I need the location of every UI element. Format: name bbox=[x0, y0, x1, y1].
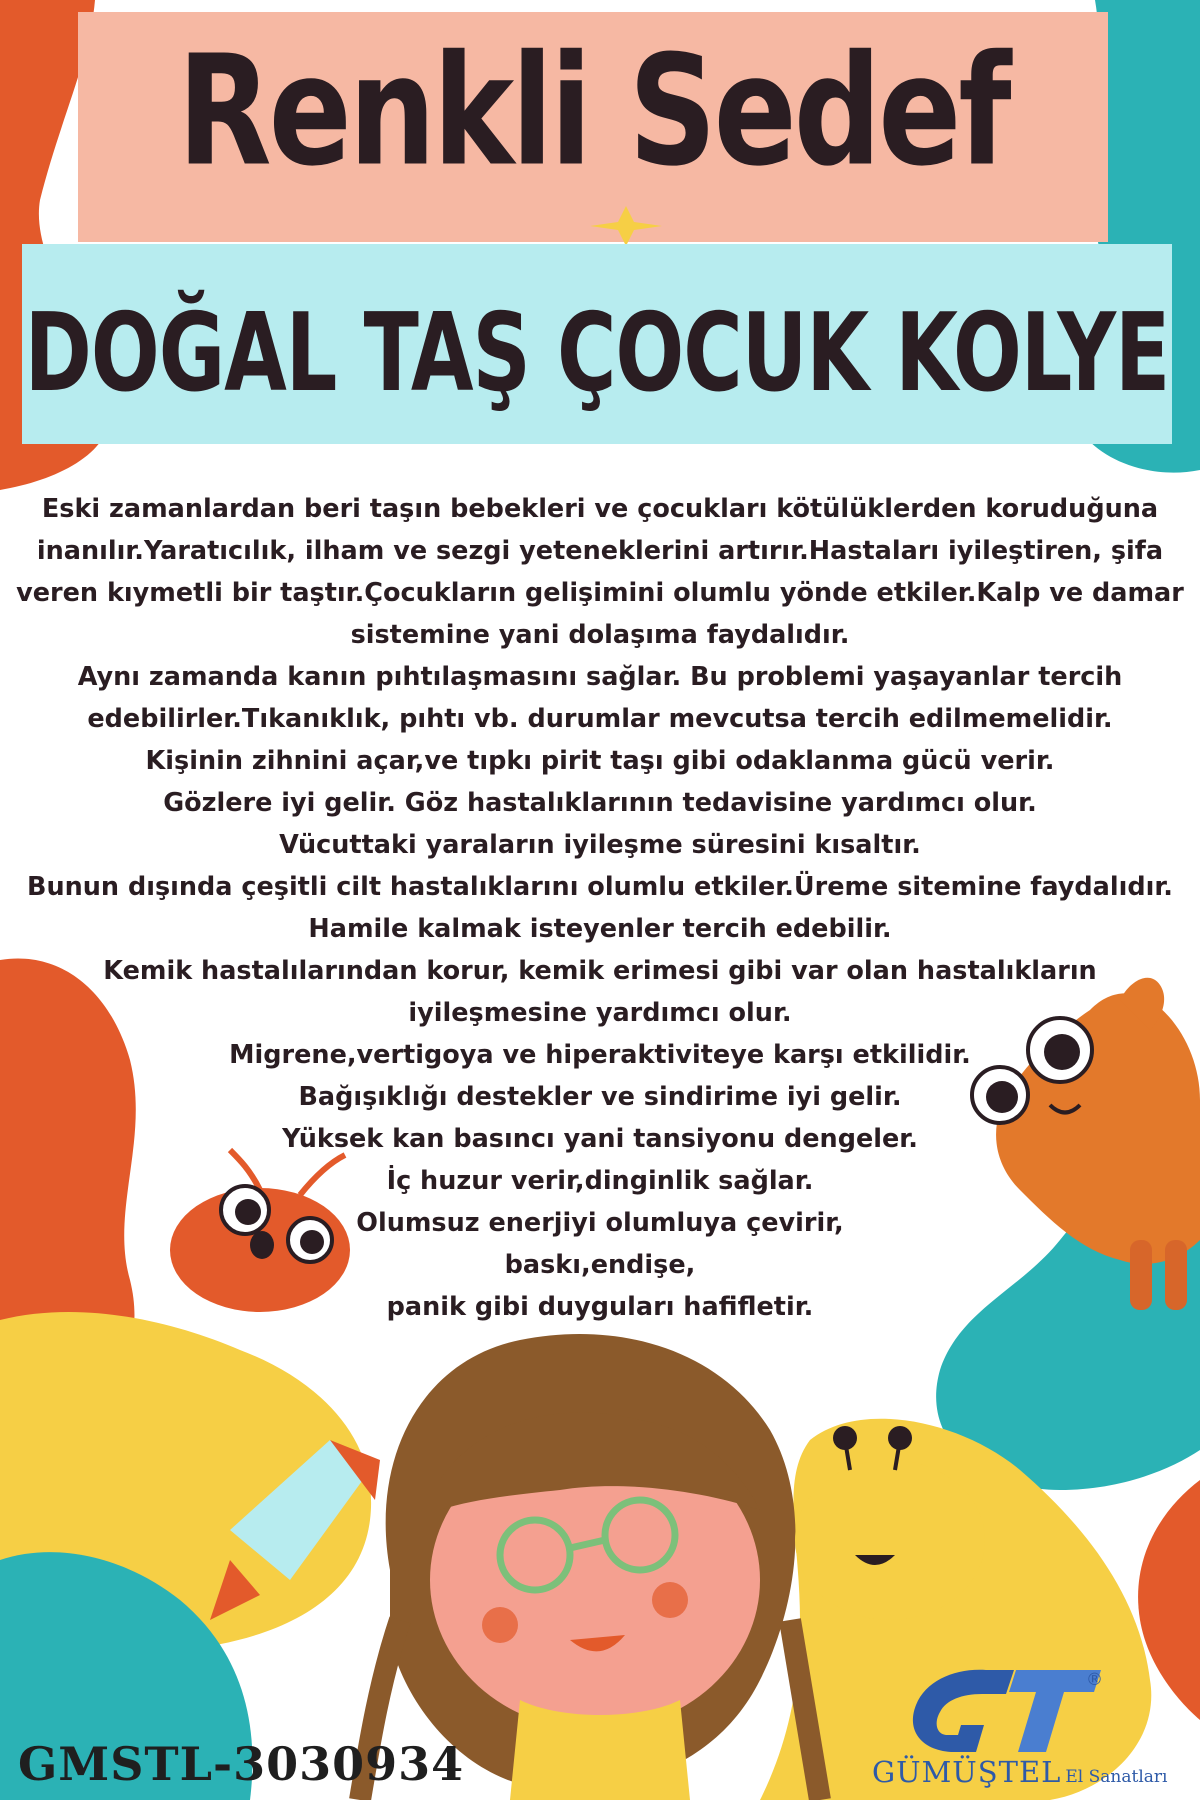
star-icon bbox=[590, 206, 662, 246]
girl-illustration bbox=[360, 1334, 820, 1800]
page-subtitle: DOĞAL TAŞ ÇOCUK KOLYE bbox=[24, 290, 1170, 417]
description-line: Gözlere iyi gelir. Göz hastalıklarının tedavisine yardımcı olur. bbox=[163, 788, 1037, 818]
description bbox=[0, 488, 1200, 1328]
description-line: iyileşmesine yardımcı olur. bbox=[408, 998, 792, 1028]
description-line: Hamile kalmak isteyenler tercih edebilir. bbox=[308, 914, 892, 944]
brand-name bbox=[872, 1754, 1167, 1795]
description-line: sistemine yani dolaşıma faydalıdır. bbox=[350, 620, 850, 650]
description-line: Yüksek kan basıncı yani tansiyonu dengeler. bbox=[282, 1124, 918, 1154]
description-line: edebilirler.Tıkanıklık, pıhtı vb. durumlar mevcutsa tercih edilmemelidir. bbox=[87, 704, 1113, 734]
description-line: Olumsuz enerjiyi olumluya çevirir, bbox=[356, 1208, 844, 1238]
description-line: Kemik hastalılarından korur, kemik erimesi gibi var olan hastalıkların bbox=[103, 956, 1097, 986]
description-line: Bunun dışında çeşitli cilt hastalıklarını olumlu etkiler.Üreme sitemine faydalıdır. bbox=[27, 872, 1173, 902]
description-line: panik gibi duyguları hafifletir. bbox=[386, 1292, 814, 1322]
description-line: Kişinin zihnini açar,ve tıpkı pirit taşı gibi odaklanma gücü verir. bbox=[145, 746, 1055, 776]
description-line: Bağışıklığı destekler ve sindirime iyi gelir. bbox=[298, 1082, 902, 1112]
brand-suffix: El Sanatları bbox=[1065, 1767, 1168, 1787]
description-line: Migrene,vertigoya ve hiperaktiviteye karşı etkilidir. bbox=[229, 1040, 971, 1070]
description-line: Eski zamanlardan beri taşın bebekleri ve çocukları kötülüklerden koruduğuna bbox=[41, 494, 1159, 524]
brand-name-text: GÜMÜŞTEL bbox=[872, 1755, 1062, 1789]
description-line: baskı,endişe, bbox=[504, 1250, 696, 1280]
registered-mark: ® bbox=[1086, 1670, 1103, 1690]
description-line: Vücuttaki yaraların iyileşme süresini kısaltır. bbox=[279, 830, 921, 860]
description-line: Aynı zamanda kanın pıhtılaşmasını sağlar. Bu problemi yaşayanlar tercih bbox=[77, 662, 1123, 692]
page-title: Renkli Sedef bbox=[177, 23, 1009, 201]
product-code: GMSTL-3030934 bbox=[18, 1737, 465, 1791]
description-line: veren kıymetli bir taştır.Çocukların gelişimini olumlu yönde etkiler.Kalp ve damar bbox=[16, 578, 1184, 608]
description-line: inanılır.Yaratıcılık, ilham ve sezgi yeteneklerini artırır.Hastaları iyileştiren, şifa bbox=[36, 536, 1164, 566]
description-line: İç huzur verir,dinginlik sağlar. bbox=[386, 1166, 814, 1196]
